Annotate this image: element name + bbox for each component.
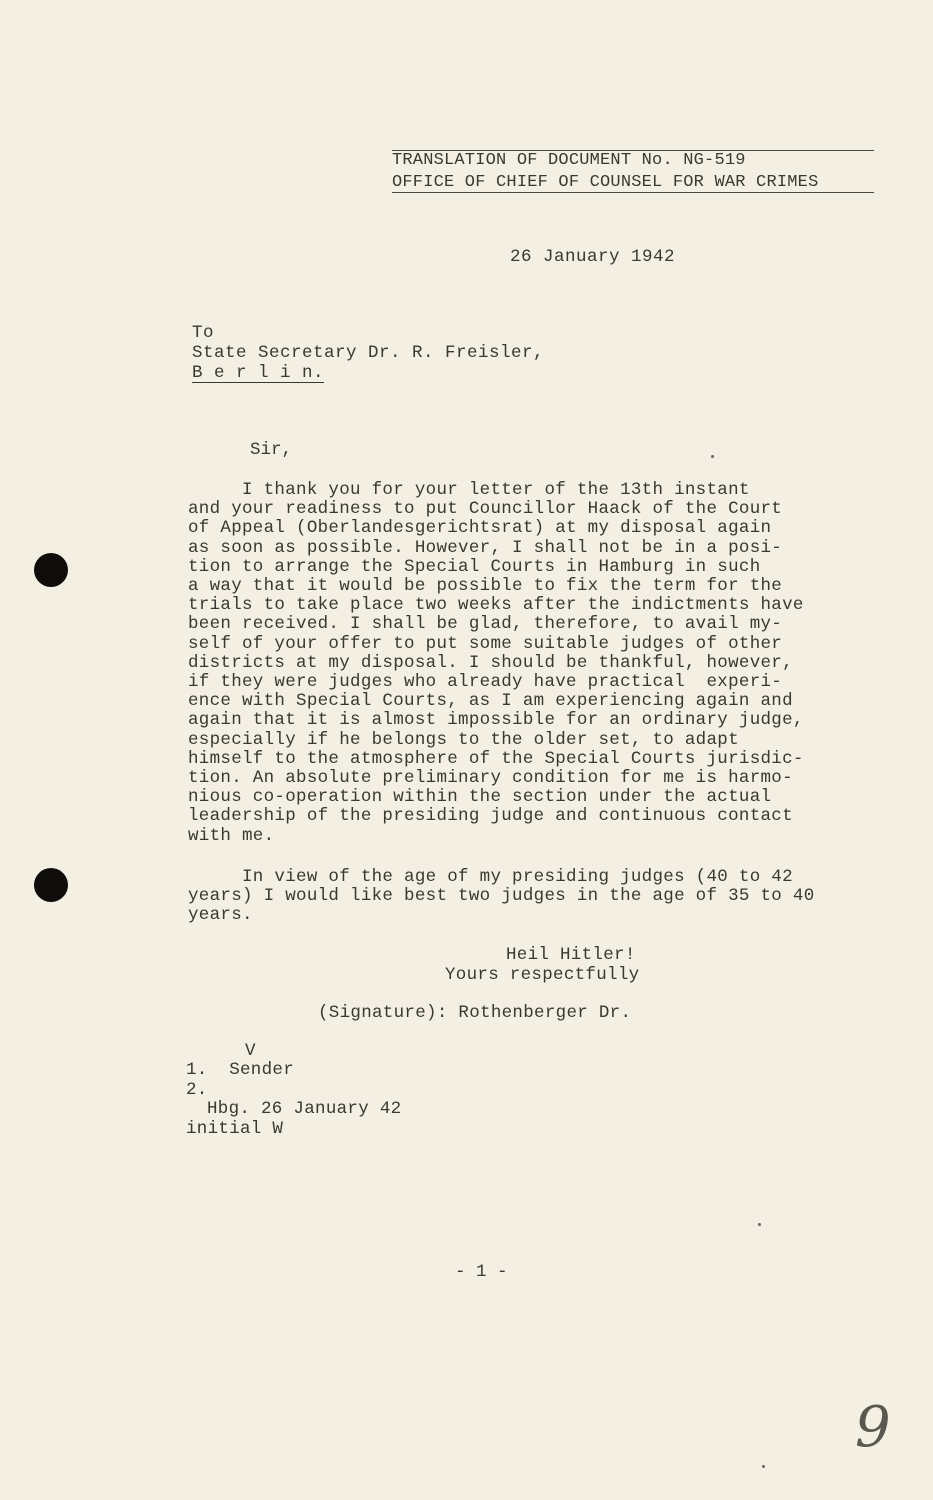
paragraph-1-line: tion. An absolute preliminary condition for me is harmo-	[188, 768, 793, 789]
paper-speck	[762, 1465, 765, 1468]
paragraph-1-line: been received. I shall be glad, therefore, to avail my-	[188, 614, 783, 635]
address-to: To	[192, 323, 215, 343]
paragraph-1-line: nious co-operation within the section under the actual	[188, 787, 772, 808]
page-number: - 1 -	[455, 1262, 508, 1282]
note-v: V	[245, 1041, 256, 1061]
paragraph-1-line: with me.	[188, 825, 275, 846]
header-translation-line: TRANSLATION OF DOCUMENT No. NG-519	[392, 151, 746, 170]
body-paragraph-1	[188, 481, 804, 846]
address-block	[192, 323, 544, 383]
paper-speck	[711, 455, 714, 458]
header-office-line: OFFICE OF CHIEF OF COUNSEL FOR WAR CRIMES	[392, 173, 819, 192]
paragraph-1-line: again that it is almost impossible for an ordinary judge,	[188, 710, 804, 731]
paragraph-1-line: as soon as possible. However, I shall not be in a posi-	[188, 537, 783, 558]
paragraph-2-line: In view of the age of my presiding judges (40 to 42	[188, 867, 793, 887]
paragraph-1-line: and your readiness to put Councillor Haack of the Court	[188, 499, 783, 520]
paragraph-2-line: years) I would like best two judges in the age of 35 to 40	[188, 886, 815, 907]
paragraph-1-line: a way that it would be possible to fix the term for the	[188, 576, 783, 597]
paragraph-1-line: himself to the atmosphere of the Special Courts jurisdic-	[188, 748, 804, 769]
paragraph-1-line: tion to arrange the Special Courts in Hamburg in such	[188, 556, 761, 577]
paper-speck	[758, 1223, 761, 1226]
paragraph-1-line: especially if he belongs to the older set, to adapt	[188, 729, 739, 750]
paragraph-1-line: ence with Special Courts, as I am experiencing again and	[188, 691, 793, 712]
punch-hole	[34, 868, 68, 902]
signature-line: (Signature): Rothenberger Dr.	[318, 1003, 632, 1023]
paragraph-1-line: of Appeal (Oberlandesgerichtsrat) at my disposal again	[188, 518, 772, 539]
note-item-2: 2.	[186, 1079, 208, 1100]
punch-hole	[34, 553, 68, 587]
note-hbg: Hbg. 26 January 42	[207, 1099, 402, 1120]
address-city: B e r l i n.	[192, 363, 325, 383]
paragraph-1-line: if they were judges who already have practical experi-	[188, 672, 783, 693]
salutation: Sir,	[250, 440, 293, 460]
paragraph-1-line: trials to take place two weeks after the indictments have	[188, 595, 804, 616]
letter-date: 26 January 1942	[510, 247, 676, 267]
paragraph-1-line: districts at my disposal. I should be thankful, however,	[188, 652, 793, 673]
paragraph-2-line: years.	[188, 905, 253, 926]
file-notes	[186, 1042, 401, 1139]
document-header	[392, 150, 874, 194]
body-paragraph-2	[188, 868, 815, 926]
handwritten-page-mark: 9	[855, 1395, 891, 1460]
paragraph-1-line: self of your offer to put some suitable judges of other	[188, 633, 783, 654]
note-item-1: 1. Sender	[186, 1060, 295, 1081]
paragraph-1-line: I thank you for your letter of the 13th instant	[188, 480, 750, 500]
note-initial: initial W	[186, 1118, 284, 1139]
closing-yours: Yours respectfully	[445, 965, 640, 985]
address-recipient: State Secretary Dr. R. Freisler,	[192, 343, 545, 363]
header-bottom-rule	[392, 192, 874, 193]
paragraph-1-line: leadership of the presiding judge and continuous contact	[188, 806, 793, 827]
closing-heil: Heil Hitler!	[506, 945, 636, 965]
